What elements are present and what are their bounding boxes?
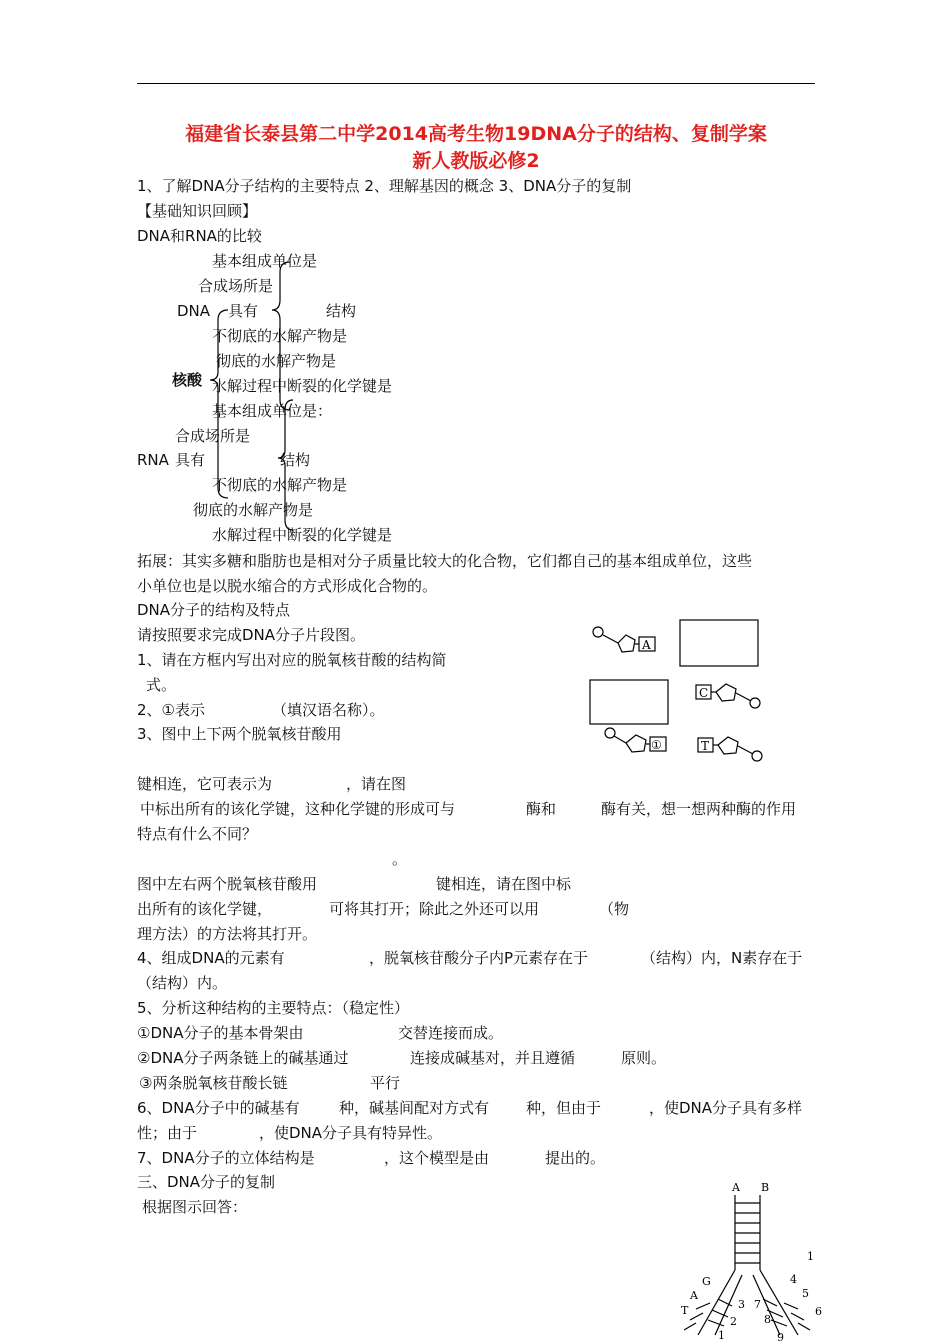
q4-line-2: （结构）内。 xyxy=(137,974,228,992)
rna-full-label: 彻底的水解产物是 xyxy=(193,501,314,519)
structure-heading: DNA分子的结构及特点 xyxy=(137,601,291,619)
q5-title: 5、分析这种结构的主要特点：（稳定性） xyxy=(137,999,410,1017)
structure-instruction: 请按照要求完成DNA分子片段图。 xyxy=(137,626,366,644)
replication-prompt: 根据图示回答： xyxy=(142,1198,248,1216)
rna-site-label: 合成场所是 xyxy=(175,427,251,445)
q5-1a: ①DNA分子的基本骨架由 xyxy=(137,1024,304,1042)
q3-line-3a: 中标出所有的该化学键，这种化学键的形成可与 xyxy=(140,800,456,818)
label-6: 6 xyxy=(815,1305,822,1318)
base-c-label: C xyxy=(699,686,709,700)
q6-line-1a: 6、DNA分子中的碱基有 xyxy=(137,1099,300,1117)
phosphate-icon xyxy=(605,728,615,738)
marker-1-label: ① xyxy=(651,738,662,752)
dna-brace xyxy=(272,262,290,410)
nucleotide-diagram xyxy=(585,615,775,775)
base-t-label: T xyxy=(701,739,710,753)
page-title: 福建省长泰县第二中学2014高考生物19DNA分子的结构、复制学案 xyxy=(185,123,767,145)
comparison-braces xyxy=(0,0,950,560)
q5-2c: 原则。 xyxy=(621,1049,667,1067)
nucleic-acid-label: 核酸 xyxy=(172,371,203,389)
q5-2b: 连接成碱基对，并且遵循 xyxy=(410,1049,576,1067)
label-a: A xyxy=(690,1289,698,1302)
dna-unit-label: 基本组成单位是 xyxy=(212,252,318,270)
label-1: 1 xyxy=(718,1329,725,1342)
q3-line-6b: 键相连，请在图中标 xyxy=(436,875,572,893)
extension-line-1: 拓展：其实多糖和脂肪也是相对分子质量比较大的化合物，它们都自己的基本组成单位，这些 xyxy=(137,552,753,570)
strand-a-label: A xyxy=(732,1181,740,1194)
extension-line-2: 小单位也是以脱水缩合的方式形成化合物的。 xyxy=(137,577,438,595)
q5-3a: ③两条脱氧核苷酸长链 xyxy=(139,1074,288,1092)
dna-site-label: 合成场所是 xyxy=(198,277,274,295)
rna-bond-label: 水解过程中断裂的化学键是 xyxy=(212,526,393,544)
answer-box-2 xyxy=(590,680,668,724)
phosphate-icon xyxy=(750,698,760,708)
label-4: 4 xyxy=(790,1273,797,1286)
q3-line-7c: （物 xyxy=(599,900,630,918)
q3-line-7a: 出所有的该化学键， xyxy=(137,900,273,918)
strand-b-label: B xyxy=(761,1181,770,1194)
answer-box-1 xyxy=(680,620,758,666)
q5-3b: 平行 xyxy=(370,1074,401,1092)
q1-line-2: 式。 xyxy=(146,676,177,694)
q6-line-2b: ，使DNA分子具有特异性。 xyxy=(259,1124,443,1142)
label-g: G xyxy=(702,1275,711,1288)
q3-line-3c: 酶有关，想一想两种酶的作用 xyxy=(601,800,797,818)
label-7: 7 xyxy=(754,1298,761,1311)
label-t: T xyxy=(681,1304,689,1317)
q4-line-1a: 4、组成DNA的元素有 xyxy=(137,949,285,967)
label-5: 5 xyxy=(802,1287,809,1300)
q3-line-3b: 酶和 xyxy=(526,800,557,818)
q3-line-2a: 键相连，它可表示为 xyxy=(137,775,273,793)
deoxyribose-icon xyxy=(718,737,738,754)
replication-heading: 三、DNA分子的复制 xyxy=(137,1173,276,1191)
q2-part-b: （填汉语名称）。 xyxy=(272,701,385,719)
page-subtitle: 新人教版必修2 xyxy=(412,150,540,172)
q6-line-2a: 性；由于 xyxy=(137,1124,198,1142)
label-2: 2 xyxy=(730,1315,737,1328)
label-3: 3 xyxy=(738,1298,745,1311)
dna-structure-label: 结构 xyxy=(326,302,357,320)
label-1-side: 1 xyxy=(807,1250,814,1263)
deoxyribose-icon xyxy=(626,735,646,752)
q6-line-1d: ，使DNA分子具有多样 xyxy=(649,1099,803,1117)
label-9: 9 xyxy=(777,1331,784,1344)
section-basic-heading: 【基础知识回顾】 xyxy=(137,202,258,220)
q3-line-1: 3、图中上下两个脱氧核苷酸用 xyxy=(137,725,342,743)
label-8: 8 xyxy=(764,1313,771,1326)
q4-line-1b: ，脱氧核苷酸分子内P元素存在于 xyxy=(369,949,589,967)
q7b: ，这个模型是由 xyxy=(384,1149,490,1167)
q3-line-4: 特点有什么不同？ xyxy=(137,825,258,843)
phosphate-icon xyxy=(752,751,762,761)
q6-line-1b: 种，碱基间配对方式有 xyxy=(339,1099,490,1117)
rna-partial-label: 不彻底的水解产物是 xyxy=(212,476,348,494)
q4-line-1c: （结构）内，N素存在于 xyxy=(641,949,803,967)
deoxyribose-icon xyxy=(618,635,635,652)
dna-full-label: 彻底的水解产物是 xyxy=(216,352,337,370)
rna-unit-label: 基本组成单位是： xyxy=(212,402,333,420)
rna-label: RNA xyxy=(137,451,169,469)
dna-has-label: 具有 xyxy=(228,302,259,320)
q5-1b: 交替连接而成。 xyxy=(398,1024,504,1042)
q3-line-2b: ，请在图 xyxy=(346,775,407,793)
q3-line-7b: 可将其打开；除此之外还可以用 xyxy=(329,900,540,918)
q6-line-1c: 种，但由于 xyxy=(526,1099,602,1117)
dna-partial-label: 不彻底的水解产物是 xyxy=(212,327,348,345)
q1-line-1: 1、请在方框内写出对应的脱氧核苷酸的结构简 xyxy=(137,651,447,669)
objectives-line: 1、了解DNA分子结构的主要特点 2、理解基因的概念 3、DNA分子的复制 xyxy=(137,177,632,195)
q3-period: 。 xyxy=(392,850,408,868)
q5-2a: ②DNA分子两条链上的碱基通过 xyxy=(137,1049,349,1067)
rna-has-label: 具有 xyxy=(175,451,206,469)
phosphate-icon xyxy=(593,627,603,637)
q7a: 7、DNA分子的立体结构是 xyxy=(137,1149,315,1167)
outer-brace xyxy=(210,310,228,498)
q3-line-8: 理方法）的方法将其打开。 xyxy=(137,925,318,943)
rna-brace xyxy=(278,400,293,530)
q3-line-6a: 图中左右两个脱氧核苷酸用 xyxy=(137,875,318,893)
dna-bond-label: 水解过程中断裂的化学键是 xyxy=(212,377,393,395)
deoxyribose-icon xyxy=(716,684,736,701)
base-a-label: A xyxy=(642,638,651,652)
q2-part-a: 2、①表示 xyxy=(137,701,205,719)
q7c: 提出的。 xyxy=(545,1149,606,1167)
dna-label: DNA xyxy=(177,302,211,320)
compare-title: DNA和RNA的比较 xyxy=(137,227,262,245)
replication-fork-diagram xyxy=(670,1175,840,1344)
rna-structure-label: 结构 xyxy=(280,451,311,469)
